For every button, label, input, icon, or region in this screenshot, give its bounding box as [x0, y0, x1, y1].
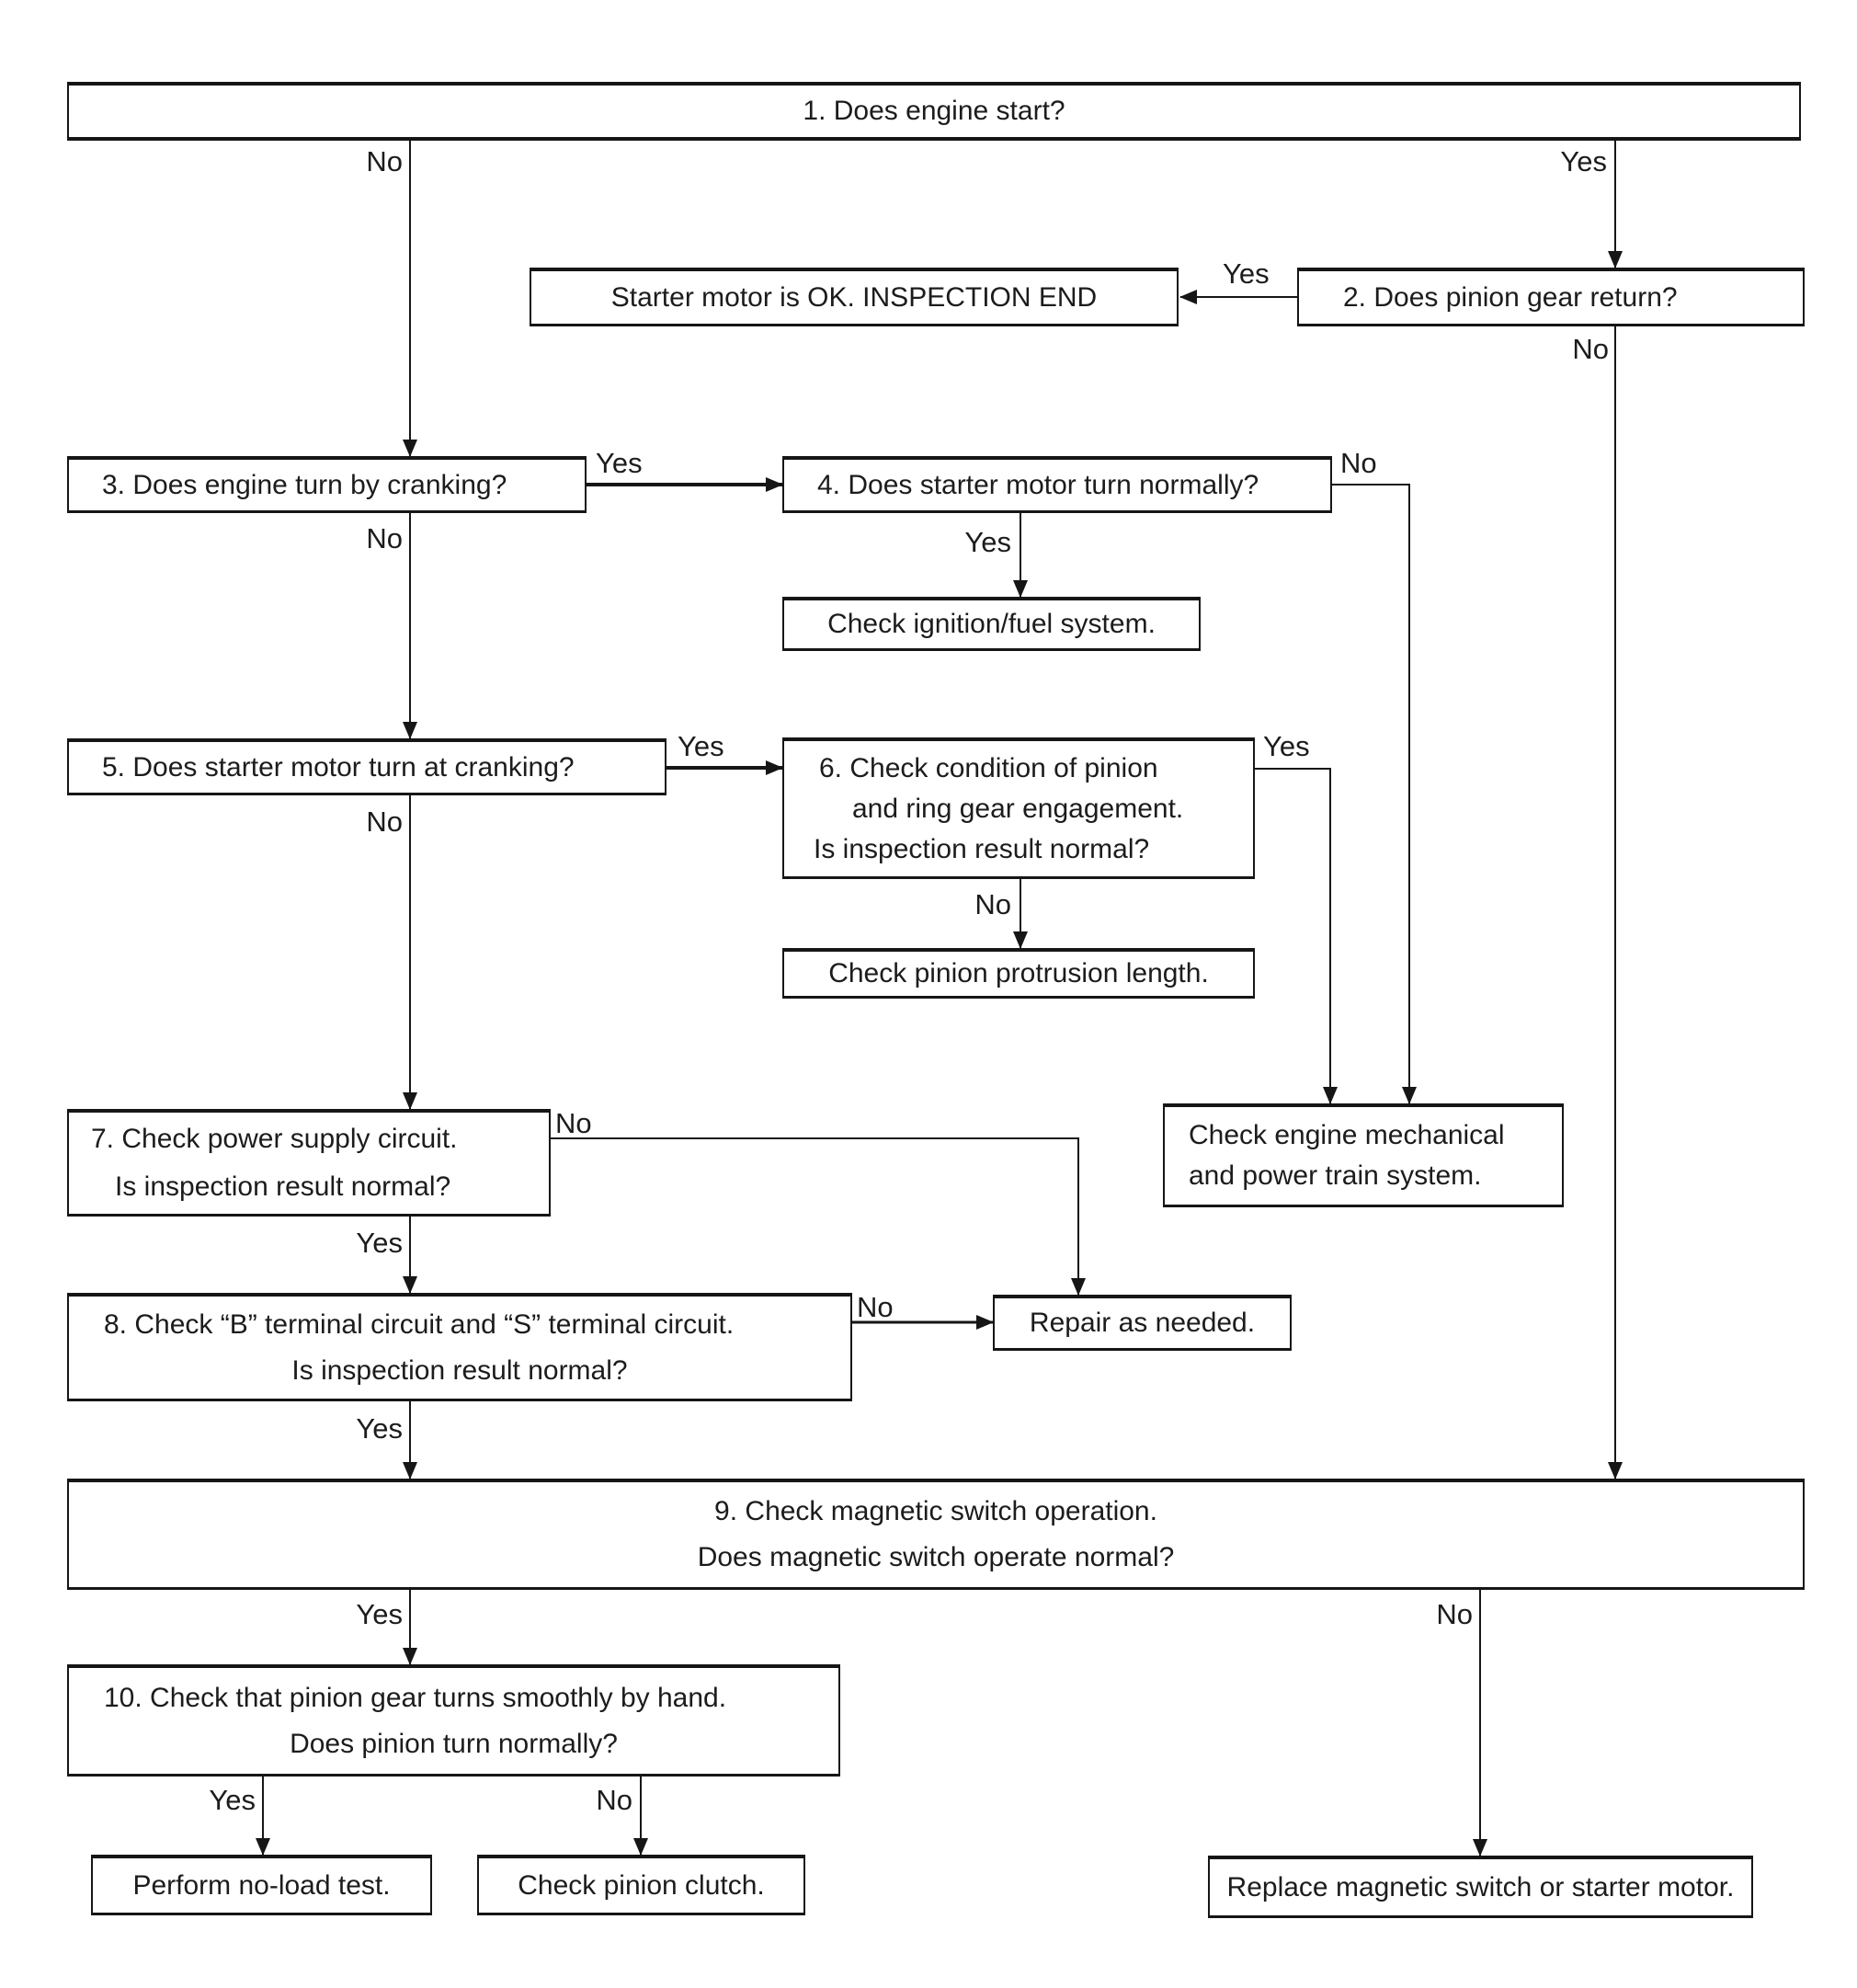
node-q8-line2: Is inspection result normal? [291, 1354, 628, 1386]
edge-label-q2-yes: Yes [1223, 257, 1270, 290]
edge-label-q1-yes: Yes [1560, 145, 1607, 177]
node-q6-line3: Is inspection result normal? [814, 833, 1150, 864]
edge-label-q4-yes: Yes [964, 526, 1011, 558]
edge-label-q10-no: No [596, 1784, 632, 1816]
node-check-ignition: Check ignition/fuel system. [782, 597, 1201, 651]
edge-label-q10-yes: Yes [209, 1784, 256, 1816]
edge-label-q5-no: No [366, 805, 403, 838]
edge-label-q1-no: No [366, 145, 403, 177]
edge-label-q2-no: No [1572, 333, 1609, 365]
edge-label-q7-no: No [555, 1107, 592, 1139]
edge-label-q6-yes: Yes [1263, 730, 1310, 762]
node-q6-line2: and ring gear engagement. [852, 793, 1184, 824]
node-q5: 5. Does starter motor turn at cranking? [67, 738, 666, 795]
node-repair: Repair as needed. [993, 1295, 1292, 1351]
node-q8-line1: 8. Check “B” terminal circuit and “S” terminal circuit. [104, 1308, 735, 1340]
node-q8 [67, 1293, 852, 1401]
node-q6 [782, 737, 1255, 879]
node-check-mechanical [1163, 1103, 1564, 1207]
node-q10 [67, 1664, 840, 1777]
node-q6-line1: 6. Check condition of pinion [819, 752, 1158, 783]
node-q10-line2: Does pinion turn normally? [290, 1728, 618, 1759]
edge-label-q7-yes: Yes [356, 1227, 403, 1259]
node-q7-line1: 7. Check power supply circuit. [91, 1124, 458, 1154]
edge-q6-yes [1255, 769, 1330, 1103]
edge-label-q3-yes: Yes [596, 447, 643, 479]
node-replace-switch: Replace magnetic switch or starter motor. [1208, 1856, 1753, 1918]
edge-label-q9-no: No [1436, 1598, 1473, 1630]
node-q9-line2: Does magnetic switch operate normal? [697, 1542, 1175, 1572]
edge-label-q9-yes: Yes [356, 1598, 403, 1630]
node-q9-line1: 9. Check magnetic switch operation. [714, 1496, 1157, 1526]
node-q3: 3. Does engine turn by cranking? [67, 456, 587, 513]
edge-label-q8-yes: Yes [356, 1412, 403, 1445]
edge-label-q3-no: No [366, 522, 403, 554]
node-ok-end: Starter motor is OK. INSPECTION END [530, 268, 1179, 326]
node-check-clutch: Check pinion clutch. [477, 1855, 805, 1915]
edge-label-q6-no: No [974, 888, 1011, 920]
node-q4: 4. Does starter motor turn normally? [782, 456, 1332, 513]
node-q7 [67, 1109, 551, 1217]
node-q7-line2: Is inspection result normal? [115, 1171, 451, 1202]
node-check-protrusion: Check pinion protrusion length. [782, 948, 1255, 999]
node-q1: 1. Does engine start? [67, 82, 1801, 141]
node-perform-noload: Perform no-load test. [91, 1855, 432, 1915]
edge-label-q4-no: No [1340, 447, 1377, 479]
node-q10-line1: 10. Check that pinion gear turns smoothly by hand. [104, 1682, 727, 1713]
edge-label-q5-yes: Yes [678, 730, 724, 762]
node-check-mechanical-line1: Check engine mechanical [1189, 1120, 1505, 1150]
edge-q7-no [551, 1138, 1078, 1295]
edge-label-q8-no: No [857, 1291, 894, 1323]
node-q9 [67, 1479, 1805, 1590]
node-q2: 2. Does pinion gear return? [1297, 268, 1805, 326]
node-check-mechanical-line2: and power train system. [1189, 1160, 1482, 1191]
edge-q4-no [1332, 485, 1409, 1103]
